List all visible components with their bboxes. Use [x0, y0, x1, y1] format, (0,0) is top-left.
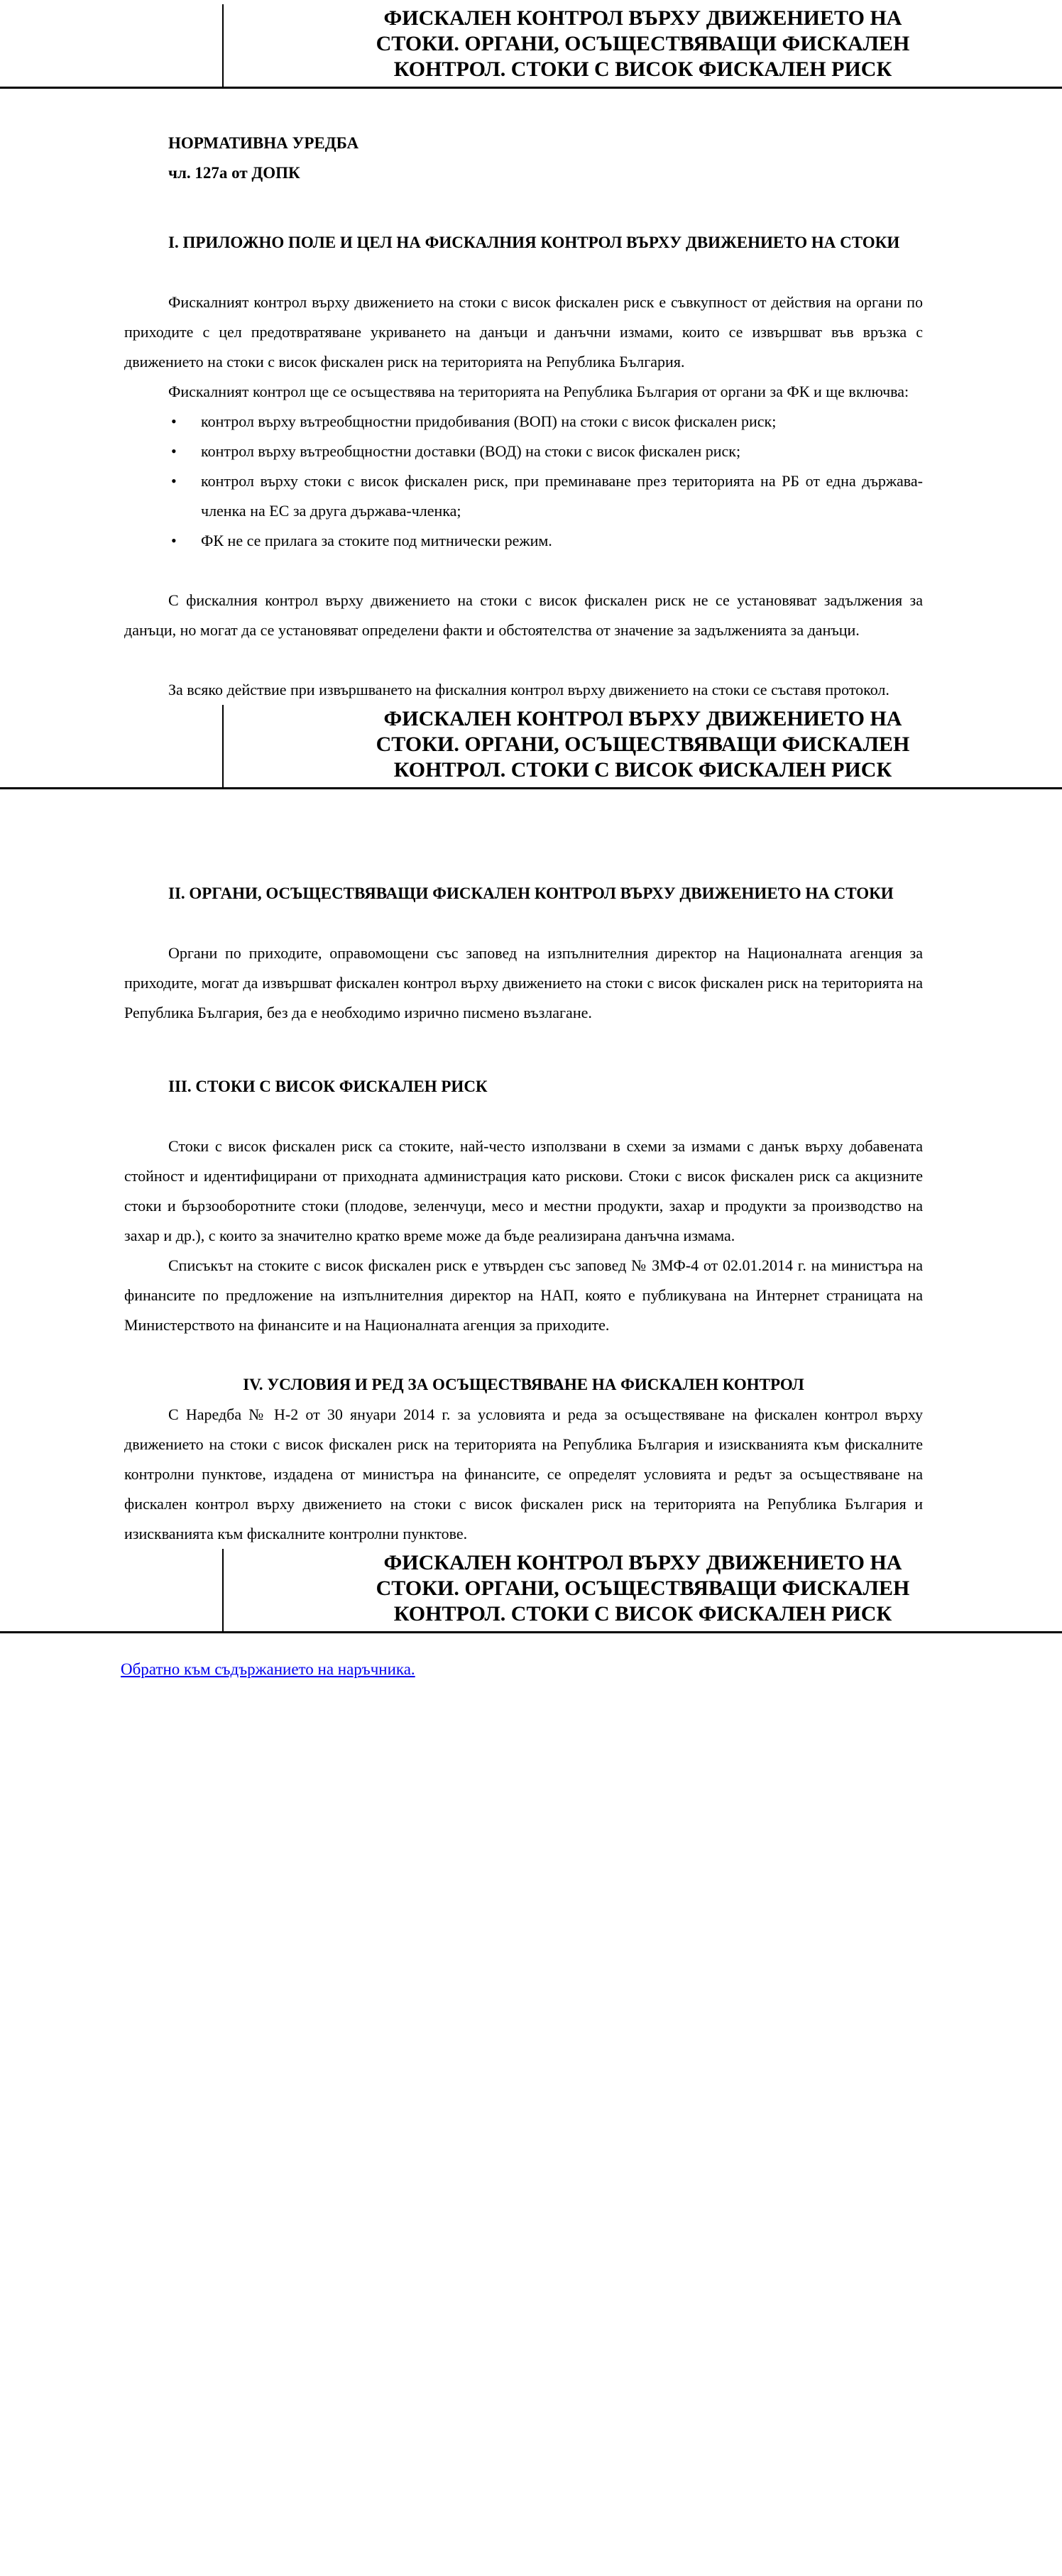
- header-title-line-1: ФИСКАЛЕН КОНТРОЛ ВЪРХУ ДВИЖЕНИЕТО НА: [383, 1551, 902, 1574]
- spacer: [124, 1340, 923, 1370]
- spacer: [124, 1028, 923, 1058]
- document-page-1: [0, 0, 1062, 789]
- spacer: [124, 89, 923, 128]
- bullet-icon: •: [171, 532, 177, 549]
- section-1-bullet-list: [124, 407, 923, 556]
- back-to-contents-link[interactable]: Обратно към съдържанието на наръчника.: [121, 1660, 415, 1678]
- section-1-heading: I. ПРИЛОЖНО ПОЛЕ И ЦЕЛ НА ФИСКАЛНИЯ КОНТРОЛ ВЪРХУ ДВИЖЕНИЕТО НА СТОКИ: [168, 234, 900, 251]
- header-left-cell: [0, 705, 222, 787]
- legal-basis-article: чл. 127а от ДОПК: [168, 164, 300, 182]
- list-item: [124, 437, 923, 466]
- header-title: [224, 4, 1062, 87]
- section-2-paragraph-1: Органи по приходите, оправомощени със заповед на изпълнителния директор на Националната агенция за приходите, могат да извършват фискален контрол върху движението на стоки с висок фискален риск на територията на Република България, без да е необходимо изрично писмено възлагане.: [124, 944, 923, 1021]
- footer: [0, 1633, 1062, 1680]
- section-2-heading: II. ОРГАНИ, ОСЪЩЕСТВЯВАЩИ ФИСКАЛЕН КОНТРОЛ ВЪРХУ ДВИЖЕНИЕТО НА СТОКИ: [168, 884, 894, 902]
- spacer: [124, 1102, 923, 1131]
- running-header-1: [0, 4, 1062, 89]
- section-1-paragraph-1: Фискалният контрол върху движението на стоки с висок фискален риск е съвкупност от действия на органи по приходите с цел предотвратяване укриването на данъци и данъчни измами, които се извършват във връзка с движението на стоки с висок фискален риск на територията на Република България.: [124, 293, 923, 371]
- list-item: [124, 466, 923, 526]
- header-title-line-2: СТОКИ. ОРГАНИ, ОСЪЩЕСТВЯВАЩИ ФИСКАЛЕН: [376, 32, 910, 55]
- document-page-2: [0, 789, 1062, 1680]
- page-2-body: [0, 789, 1062, 1549]
- header-title: [224, 1549, 1062, 1631]
- running-header-3: [0, 1549, 1062, 1633]
- list-item: [124, 526, 923, 556]
- list-item-label: контрол върху стоки с висок фискален риск, при преминаване през територията на РБ от една държава-членка на ЕС за друга държава-членка;: [201, 472, 923, 520]
- header-title: [224, 705, 1062, 787]
- header-title-line-3: КОНТРОЛ. СТОКИ С ВИСОК ФИСКАЛЕН РИСК: [393, 758, 892, 782]
- legal-basis-heading: НОРМАТИВНА УРЕДБА: [168, 134, 359, 152]
- section-4-heading: IV. УСЛОВИЯ И РЕД ЗА ОСЪЩЕСТВЯВАНЕ НА ФИСКАЛЕН КОНТРОЛ: [243, 1376, 804, 1393]
- spacer: [124, 849, 923, 879]
- list-item-label: контрол върху вътреобщностни доставки (ВОД) на стоки с висок фискален риск;: [201, 442, 741, 460]
- list-item: [124, 407, 923, 437]
- header-left-cell: [0, 4, 222, 87]
- section-3-heading: III. СТОКИ С ВИСОК ФИСКАЛЕН РИСК: [168, 1078, 488, 1095]
- header-title-line-3: КОНТРОЛ. СТОКИ С ВИСОК ФИСКАЛЕН РИСК: [393, 1602, 892, 1626]
- header-horizontal-rule: [0, 1631, 1062, 1633]
- section-4-paragraph-1: С Наредба № Н-2 от 30 януари 2014 г. за условията и реда за осъществяване на фискален контрол върху движението на стоки с висок фискален риск на територията на Република България и изискванията към фискалните контролни пунктове, издадена от министъра на финансите, се определят условията и редът за осъществяване на фискален контрол върху движението на стоки с висок фискален риск на територията на Република България и изискванията към фискалните контролни пунктове.: [124, 1405, 923, 1542]
- header-title-line-2: СТОКИ. ОРГАНИ, ОСЪЩЕСТВЯВАЩИ ФИСКАЛЕН: [376, 1577, 910, 1600]
- list-item-label: ФК не се прилага за стоките под митнически режим.: [201, 532, 552, 549]
- header-horizontal-rule: [0, 87, 1062, 89]
- page-1-body: [0, 89, 1062, 705]
- spacer: [124, 789, 923, 849]
- section-1-paragraph-3: С фискалния контрол върху движението на стоки с висок фискален риск не се установяват задължения за данъци, но могат да се установяват определени факти и обстоятелства от значение за задълженията за данъци.: [124, 591, 923, 639]
- spacer: [124, 556, 923, 586]
- spacer: [124, 258, 923, 287]
- running-header-2: [0, 705, 1062, 789]
- section-3-paragraph-2: Списъкът на стоките с висок фискален риск е утвърден със заповед № ЗМФ-4 от 02.01.2014 г. на министъра на финансите по предложение на изпълнителния директор на НАП, която е публикувана на Интернет страницата на Министерството на финансите и на Националната агенция за приходите.: [124, 1256, 923, 1334]
- section-1-paragraph-4: За всяко действие при извършването на фискалния контрол върху движението на стоки се съставя протокол.: [168, 681, 889, 698]
- spacer: [124, 188, 923, 228]
- bullet-icon: •: [171, 412, 177, 430]
- header-title-line-2: СТОКИ. ОРГАНИ, ОСЪЩЕСТВЯВАЩИ ФИСКАЛЕН: [376, 733, 910, 756]
- header-title-line-1: ФИСКАЛЕН КОНТРОЛ ВЪРХУ ДВИЖЕНИЕТО НА: [383, 707, 902, 730]
- bullet-icon: •: [171, 442, 177, 460]
- list-item-label: контрол върху вътреобщностни придобивания (ВОП) на стоки с висок фискален риск;: [201, 412, 777, 430]
- spacer: [124, 909, 923, 938]
- spacer: [124, 1058, 923, 1072]
- bullet-icon: •: [171, 472, 177, 490]
- section-3-paragraph-1: Стоки с висок фискален риск са стоките, най-често използвани в схеми за измами с данък върху добавената стойност и идентифицирани от приходната администрация като рискови. Стоки с висок фискален риск са акцизните стоки и бързооборотните стоки (плодове, зеленчуци, месо и местни продукти, захар и продукти за производство на захар и др.), с които за значително кратко време може да бъде реализирана данъчна измама.: [124, 1137, 923, 1244]
- header-left-cell: [0, 1549, 222, 1631]
- section-1-paragraph-2: Фискалният контрол ще се осъществява на територията на Република България от органи за ФК и ще включва:: [168, 383, 909, 400]
- header-title-line-1: ФИСКАЛЕН КОНТРОЛ ВЪРХУ ДВИЖЕНИЕТО НА: [383, 6, 902, 30]
- header-title-line-3: КОНТРОЛ. СТОКИ С ВИСОК ФИСКАЛЕН РИСК: [393, 57, 892, 81]
- spacer: [124, 645, 923, 675]
